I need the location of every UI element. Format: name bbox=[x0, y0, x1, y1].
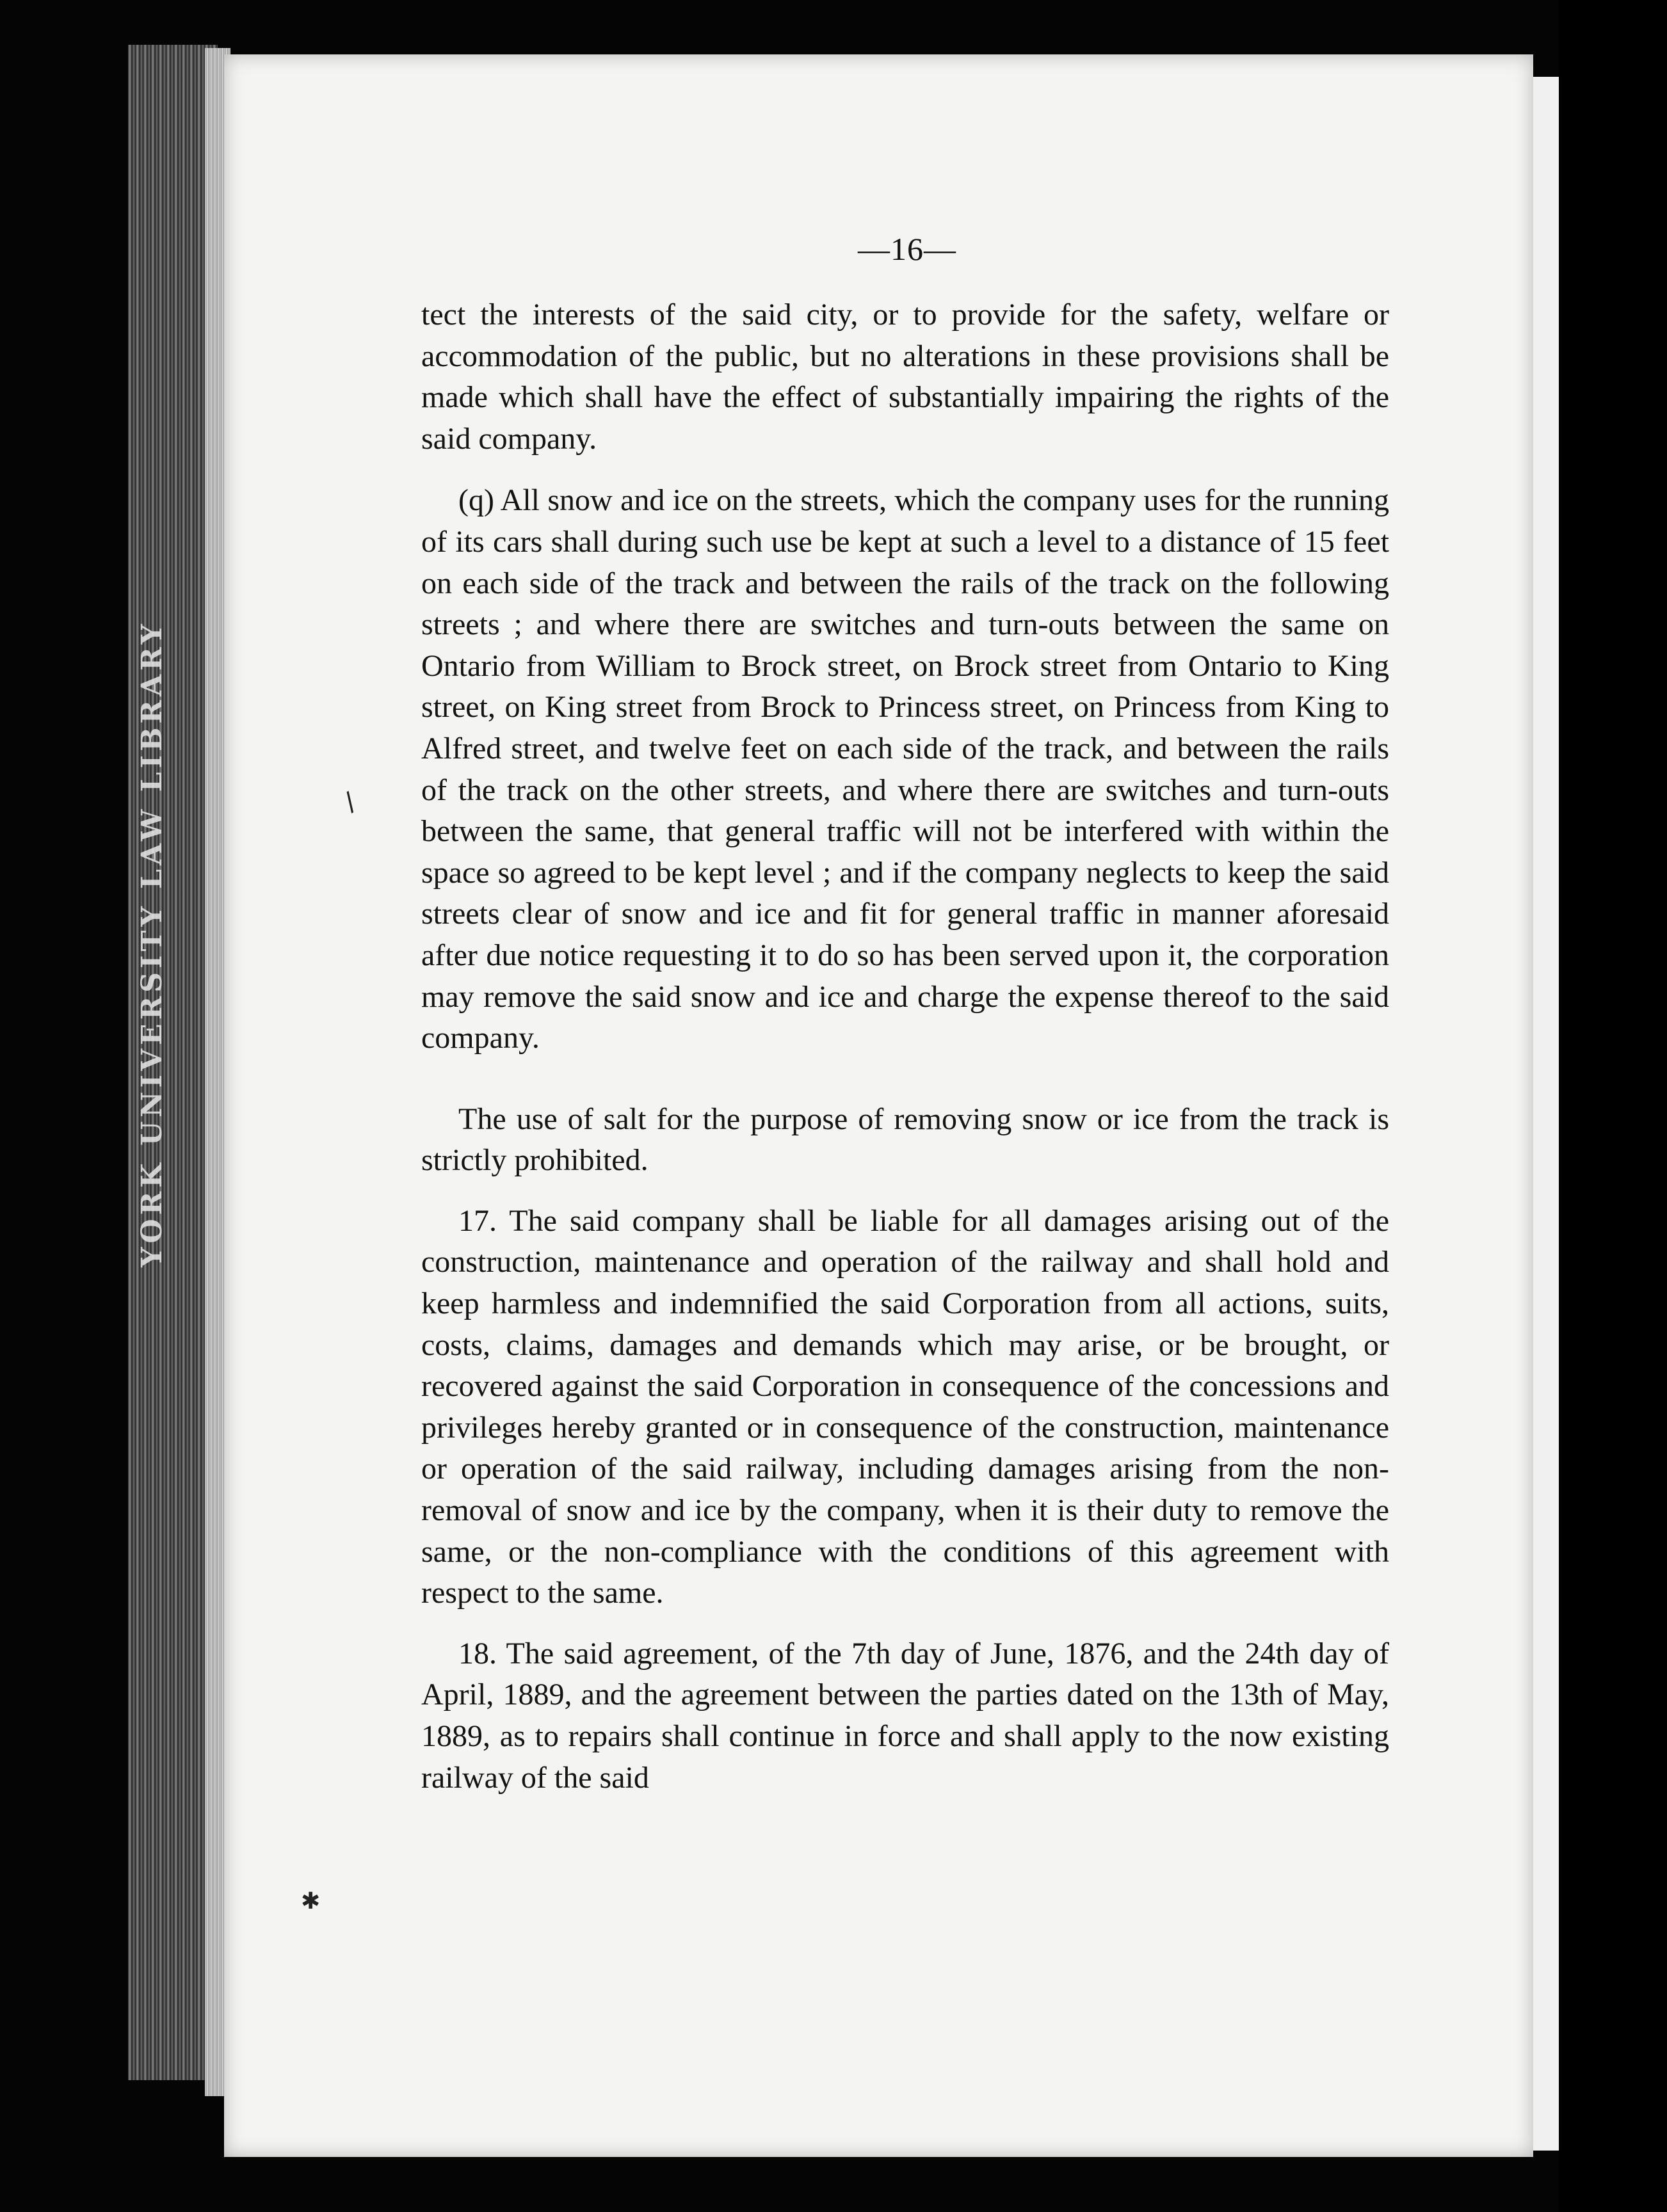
paragraph-17: 17. The said company shall be liable for all damages arising out of the construction, maintenance and operation of the railway and shall hold and keep harmless and indemnified the said Corporation from all actions, suits, costs, claims, damages and demands which may arise, or be brought, or recovered against the said Corporation in consequence of the concessions and privileges hereby granted or in consequence of the construction, maintenance or operation of the said railway, including damages arising from the non-removal of snow and ice by the company, when it is their duty to remove the same, or the non-compliance with the conditions of this agreement with respect to the same. bbox=[421, 1203, 1389, 1610]
facing-page-shadow bbox=[1559, 0, 1667, 2212]
spine-label: YORK UNIVERSITY LAW LIBRARY bbox=[136, 620, 168, 1267]
pencil-mark: / bbox=[339, 787, 362, 817]
ink-speck: ✱ bbox=[301, 1888, 321, 1914]
paragraph-18: 18. The said agreement, of the 7th day of June, 1876, and the 24th day of April, 1889, and the agreement between the parties dated on the 13th of May, 1889, as to repairs shall continue in force and shall apply to the now existing railway of the said bbox=[421, 1636, 1389, 1795]
page-number: —16— bbox=[858, 231, 956, 267]
paragraph-salt: The use of salt for the purpose of removing snow or ice from the track is strictly prohibited. bbox=[421, 1102, 1389, 1178]
paragraph-q: (q) All snow and ice on the streets, which the company uses for the running of its cars shall during such use be kept at such a level to a distance of 15 feet on each side of the track and between the rails of the track on the following streets ; and where there are switches and turn-outs between the same on Ontario from William to Brock street, on Brock street from Ontario to King street, on King street from Brock to Princess street, on Princess from King to Alfred street, and twelve feet on each side of the track, and between the rails of the track on the other streets, and where there are switches and turn-outs between the same, that general traffic will not be interfered with within the space so agreed to be kept level ; and if the company neglects to keep the said streets clear of snow and ice and fit for general traffic in manner aforesaid after due notice requesting it to do so has been served upon it, the corporation may remove the said snow and ice and charge the expense thereof to the said company. bbox=[421, 483, 1389, 1055]
page-right-edge bbox=[1533, 77, 1559, 2151]
body-text bbox=[421, 294, 1389, 1799]
paragraph-continuation: tect the interests of the said city, or to provide for the safety, welfare or accommodation of the public, but no alterations in these provisions shall be made which shall have the effect of substantially impairing the rights of the said company. bbox=[421, 298, 1389, 456]
